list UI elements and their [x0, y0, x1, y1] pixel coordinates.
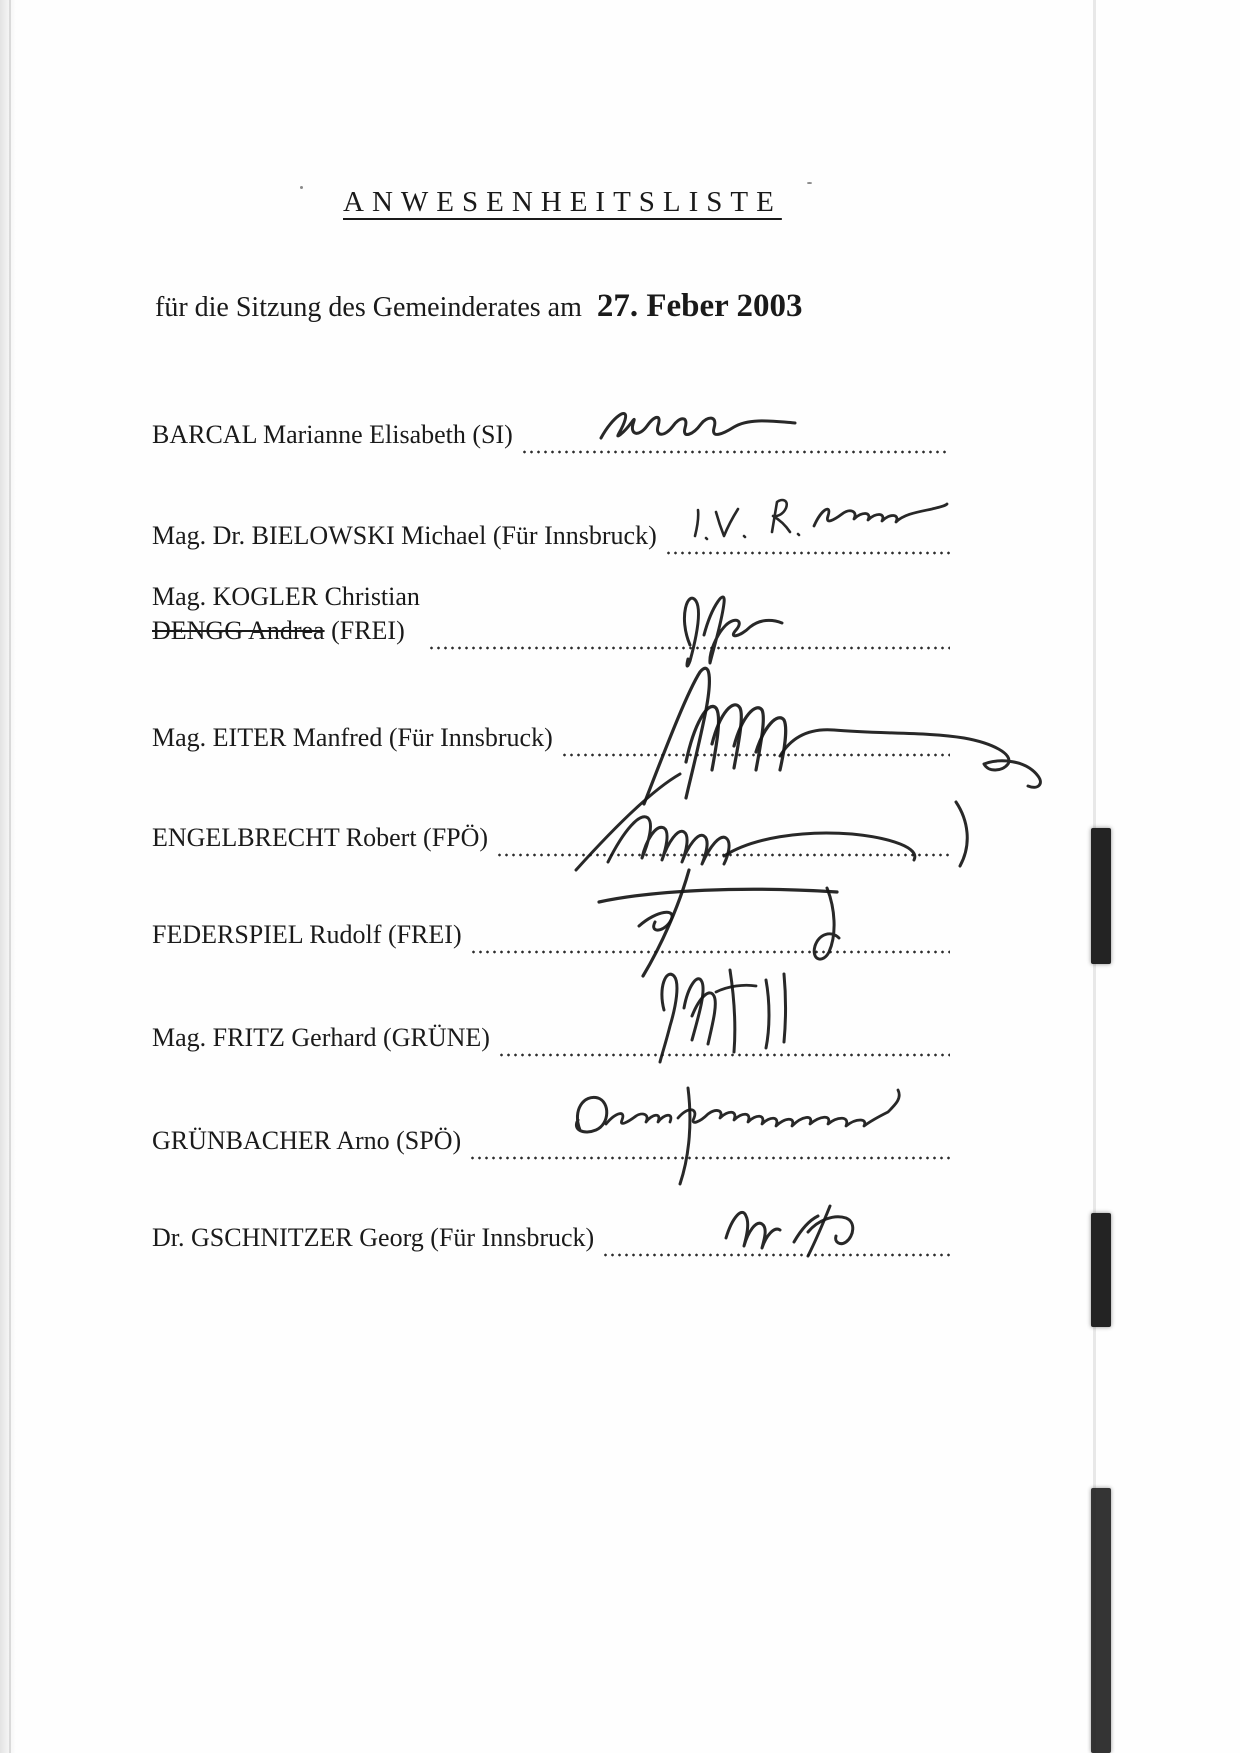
signature-line	[521, 450, 950, 454]
page-title: ANWESENHEITSLISTE	[343, 186, 782, 218]
scan-edge-left-line	[9, 0, 11, 1753]
attendee-name: Mag. EITER Manfred (Für Innsbruck)	[152, 723, 553, 753]
scan-artifact-bar	[1091, 1213, 1111, 1327]
attendee-row	[152, 1015, 950, 1057]
attendee-name-line1: Mag. KOGLER Christian	[152, 582, 420, 612]
scan-speck	[807, 182, 812, 184]
attendee-row	[152, 912, 950, 954]
signature-line	[561, 753, 950, 757]
attendee-row	[152, 815, 950, 857]
attendee-name: Dr. GSCHNITZER Georg (Für Innsbruck)	[152, 1223, 595, 1253]
attendee-name: FEDERSPIEL Rudolf (FREI)	[152, 920, 462, 950]
signature-line	[602, 1253, 950, 1257]
subtitle-text: für die Sitzung des Gemeinderates am	[155, 292, 582, 323]
attendee-name: Mag. FRITZ Gerhard (GRÜNE)	[152, 1023, 490, 1053]
attendee-row	[152, 1215, 950, 1257]
signature-line	[665, 551, 950, 555]
scan-speck	[300, 186, 303, 189]
party-suffix: (FREI)	[324, 616, 405, 646]
signature-line	[496, 853, 950, 857]
attendee-name	[152, 580, 420, 650]
scan-edge-left	[0, 0, 16, 1753]
signature-line	[469, 1156, 950, 1160]
scan-artifact-bar	[1091, 1488, 1111, 1753]
attendee-name-line2	[152, 614, 420, 648]
scan-artifact-bar	[1091, 828, 1111, 964]
attendee-name: BARCAL Marianne Elisabeth (SI)	[152, 420, 513, 450]
attendee-name: ENGELBRECHT Robert (FPÖ)	[152, 823, 489, 853]
attendee-row	[152, 576, 950, 650]
attendee-row	[152, 1118, 950, 1160]
subtitle	[155, 288, 802, 325]
meeting-date: 27. Feber 2003	[596, 288, 803, 324]
attendee-name: Mag. Dr. BIELOWSKI Michael (Für Innsbruck)	[152, 521, 657, 551]
attendee-row	[152, 513, 950, 555]
attendee-name: GRÜNBACHER Arno (SPÖ)	[152, 1126, 462, 1156]
signature-line	[470, 950, 950, 954]
attendee-row	[152, 412, 950, 454]
signature-line	[428, 646, 950, 650]
struck-name: DENGG Andrea	[152, 616, 325, 646]
signature-line	[498, 1053, 950, 1057]
attendee-row	[152, 715, 950, 757]
